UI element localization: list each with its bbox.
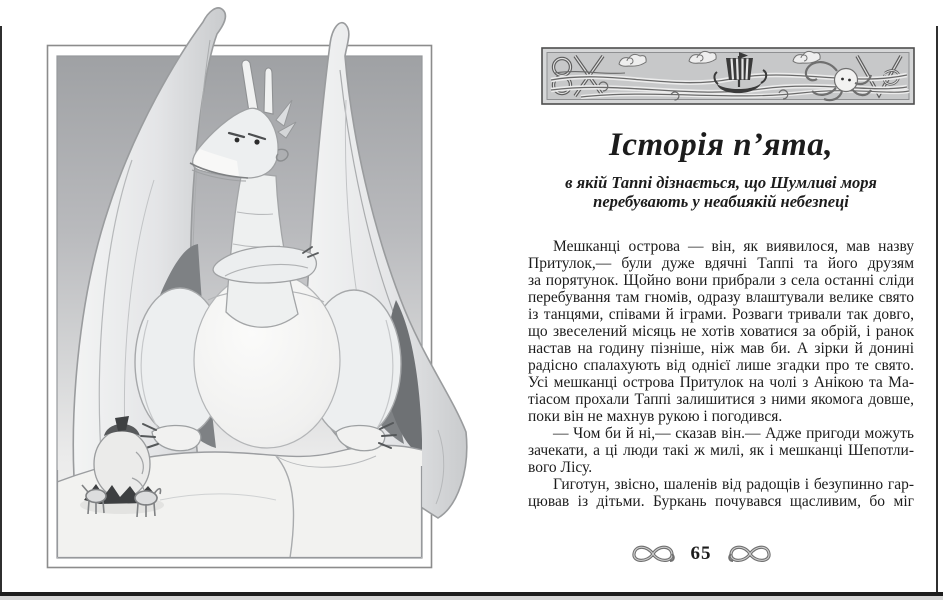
subtitle-line: в якій Таппі дізнається, що Шумливі моря <box>565 173 877 192</box>
dragon-illustration <box>40 0 480 585</box>
body-line: тіасом прохали Таппі залишитися з ними якомога довше, <box>528 391 914 408</box>
chapter-title: Історія п’ята, <box>609 127 833 163</box>
page-footer <box>508 541 894 567</box>
sea-banner-ornament <box>541 47 915 105</box>
body-line: що звеселений місяць не хотів ховатися за обрій, і ранок <box>528 323 914 340</box>
body-line: Притулок,— були дуже вдячні Таппі та його друзям <box>528 255 914 272</box>
page-edge-left <box>0 26 2 594</box>
body-line: Мешканці острова — він, як виявилося, мав назву <box>553 238 914 255</box>
body-text <box>528 238 914 510</box>
body-line: — Чом би й ні,— сказав він.— Адже пригоди можуть <box>553 425 914 442</box>
body-line: за порятунок. Щойно вони прибрали з села останні сліди <box>528 272 914 289</box>
body-line: перебування там гномів, одразу влаштували велике свято <box>528 289 914 306</box>
body-line: Усі мешканці острова Притулок на чолі з Анікою та Ма- <box>528 374 914 391</box>
page-edge-below <box>0 596 943 600</box>
page-edge-right <box>936 26 938 594</box>
chapter-subtitle <box>528 173 914 211</box>
serpent-flourish-right <box>725 541 775 567</box>
subtitle-line: перебувають у неабиякій небезпеці <box>593 192 849 211</box>
body-line: настав на годину пізніше, ніж мав би. А зірки й донині <box>528 340 914 357</box>
page-number: 65 <box>690 543 712 564</box>
serpent-flourish-left <box>628 541 678 567</box>
body-line: поки він не махнув рукою і погодився. <box>528 408 783 425</box>
body-line: із танцями, співами й іграми. Розваги тривали так довго, <box>528 306 914 323</box>
body-line: вого Лісу. <box>528 459 593 476</box>
body-line: радісно спалахують від однієї лише згадки про те свято. <box>528 357 914 374</box>
right-page <box>528 0 914 592</box>
body-line: зачекати, а ці люди такі ж милі, як і мешканці Шепотли- <box>528 442 914 459</box>
body-line: цював із дітьми. Буркань почувався щасливим, бо міг <box>528 493 914 510</box>
body-line: Гиготун, звісно, шаленів від радощів і безупинно гар- <box>553 476 914 493</box>
